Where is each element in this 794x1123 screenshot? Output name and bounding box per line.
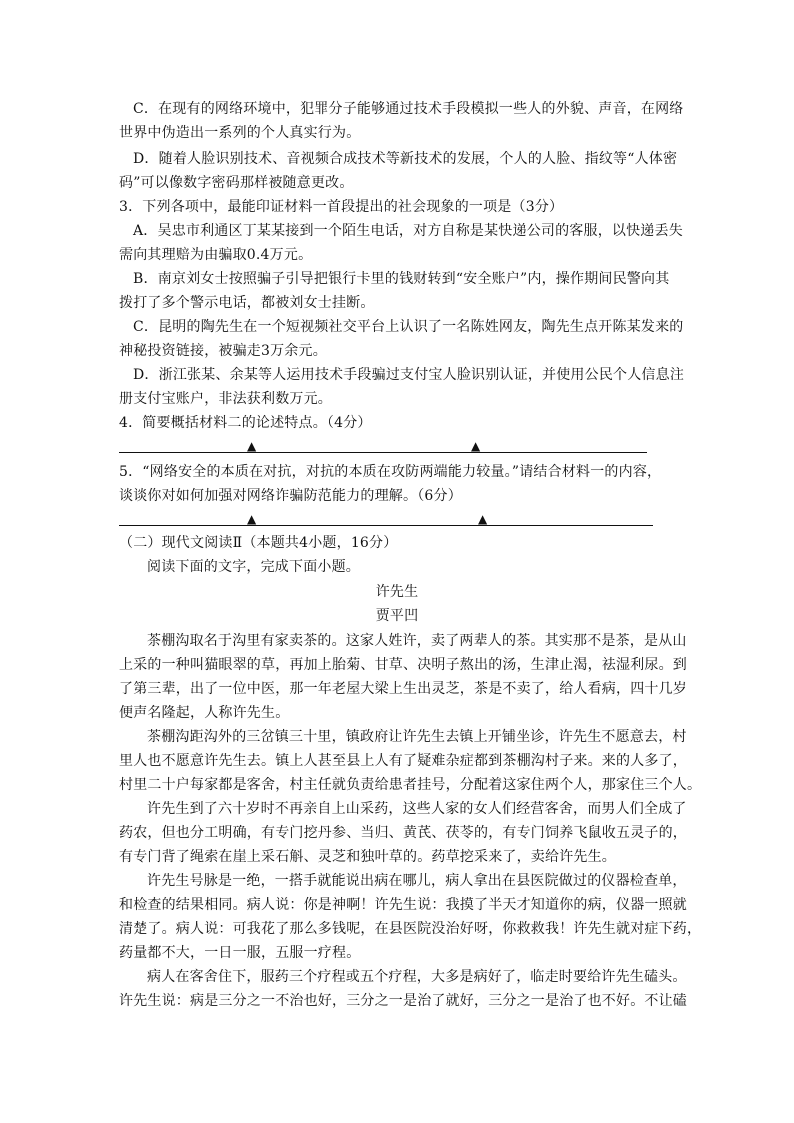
q3-option-a-line-1: A．吴忠市利通区丁某某接到一个陌生电话，对方自称是某快递公司的客服，以快递丢失	[133, 223, 683, 239]
story-para-1-line-2: 上采的一种叫猫眼翠的草，再加上胎菊、甘草、决明子熬出的汤，生津止渴，祛湿利尿。到	[119, 657, 687, 673]
reading-instruction: 阅读下面的文字，完成下面小题。	[147, 559, 360, 575]
story-para-2-line-3: 村里二十户每家都是客舍，村主任就负责给患者挂号，分配着这家住两个人，那家住三个人。	[119, 777, 702, 793]
q3-option-b-line-2: 拨打了多个警示电话，都被刘女士挂断。	[119, 295, 375, 311]
answer-mark-q5-1: ▲	[247, 512, 257, 526]
q3-option-c-line-1: C．昆明的陶先生在一个短视频社交平台上认识了一名陈姓网友，陶先生点开陈某发来的	[133, 319, 684, 335]
question-5-stem-line-1: 5．“网络安全的本质在对抗，对抗的本质在攻防两端能力较量。”请结合材料一的内容，	[119, 464, 662, 480]
story-para-2-line-1: 茶棚沟距沟外的三岔镇三十里，镇政府让许先生去镇上开铺坐诊，许先生不愿意去，村	[147, 729, 687, 745]
q3-option-c-line-2: 神秘投资链接，被骗走3万余元。	[119, 343, 327, 359]
answer-mark-q5-2: ▲	[478, 512, 488, 526]
story-para-3-line-2: 药农，但也分工明确，有专门挖丹参、当归、黄芪、茯苓的，有专门饲养飞鼠收五灵子的，	[119, 825, 687, 841]
question-5-stem-line-2: 谈谈你对如何加强对网络诈骗防范能力的理解。（6分）	[119, 488, 462, 504]
story-para-4-line-1: 许先生号脉是一绝，一搭手就能说出病在哪儿，病人拿出在县医院做过的仪器检查单，	[147, 873, 687, 889]
story-para-5-line-1: 病人在客舍住下，服药三个疗程或五个疗程，大多是病好了，临走时要给许先生磕头。	[147, 969, 687, 985]
story-para-4-line-2: 和检查的结果相同。病人说：你是神啊！许先生说：我摸了半天才知道你的病，仪器一照就	[119, 897, 687, 913]
story-para-5-line-2: 许先生说：病是三分之一不治也好，三分之一是治了就好，三分之一是治了也不好。不让磕	[119, 993, 687, 1009]
answer-mark-q4-1: ▲	[247, 439, 257, 453]
answer-mark-q4-2: ▲	[471, 439, 481, 453]
option-c-line-1: C．在现有的网络环境中，犯罪分子能够通过技术手段模拟一些人的外貌、声音，在网络	[133, 101, 684, 117]
story-para-2-line-2: 里人也不愿意许先生去。镇上人甚至县上人有了疑难杂症都到茶棚沟村子来。来的人多了，	[119, 753, 687, 769]
section-heading: （二）现代文阅读Ⅱ（本题共4小题，16分）	[119, 535, 398, 551]
answer-line-q5	[119, 525, 653, 526]
q3-option-a-line-2: 需向其理赔为由骗取0.4万元。	[119, 247, 313, 263]
story-para-3-line-1: 许先生到了六十岁时不再亲自上山采药，这些人家的女人们经营客舍，而男人们全成了	[147, 801, 687, 817]
story-title: 许先生	[375, 584, 419, 600]
story-para-4-line-4: 药量都不大，一日一服，五服一疗程。	[119, 945, 361, 961]
option-d-line-2: 码”可以像数字密码那样被随意更改。	[119, 175, 354, 191]
story-para-1-line-4: 便声名隆起，人称许先生。	[119, 705, 290, 721]
option-c-line-2: 世界中伪造出一系列的个人真实行为。	[119, 125, 361, 141]
story-para-1-line-1: 茶棚沟取名于沟里有家卖茶的。这家人姓许，卖了两辈人的茶。其实那不是茶，是从山	[147, 633, 687, 649]
answer-line-q4	[119, 452, 647, 453]
story-author: 贾平凹	[375, 608, 419, 624]
q3-option-b-line-1: B．南京刘女士按照骗子引导把银行卡里的钱财转到“安全账户”内，操作期间民警向其	[133, 271, 670, 287]
question-3-stem: 3．下列各项中，最能印证材料一首段提出的社会现象的一项是（3分）	[119, 199, 564, 215]
q3-option-d-line-2: 册支付宝账户，非法获利数万元。	[119, 391, 332, 407]
question-4-stem: 4．简要概括材料二的论述特点。（4分）	[119, 415, 372, 431]
option-d-line-1: D．随着人脸识别技术、音视频合成技术等新技术的发展，个人的人脸、指纹等“人体密	[133, 151, 678, 167]
story-para-4-line-3: 清楚了。病人说：可我花了那么多钱呢，在县医院没治好呀，你救救我！许先生就对症下药，	[119, 921, 702, 937]
q3-option-d-line-1: D．浙江张某、余某等人运用技术手段骗过支付宝人脸识别认证，并使用公民个人信息注	[133, 367, 685, 383]
story-para-1-line-3: 了第三辈，出了一位中医，那一年老屋大梁上生出灵芝，茶是不卖了，给人看病，四十几岁	[119, 681, 687, 697]
story-para-3-line-3: 有专门背了绳索在崖上采石斛、灵芝和独叶草的。药草挖采来了，卖给许先生。	[119, 849, 616, 865]
